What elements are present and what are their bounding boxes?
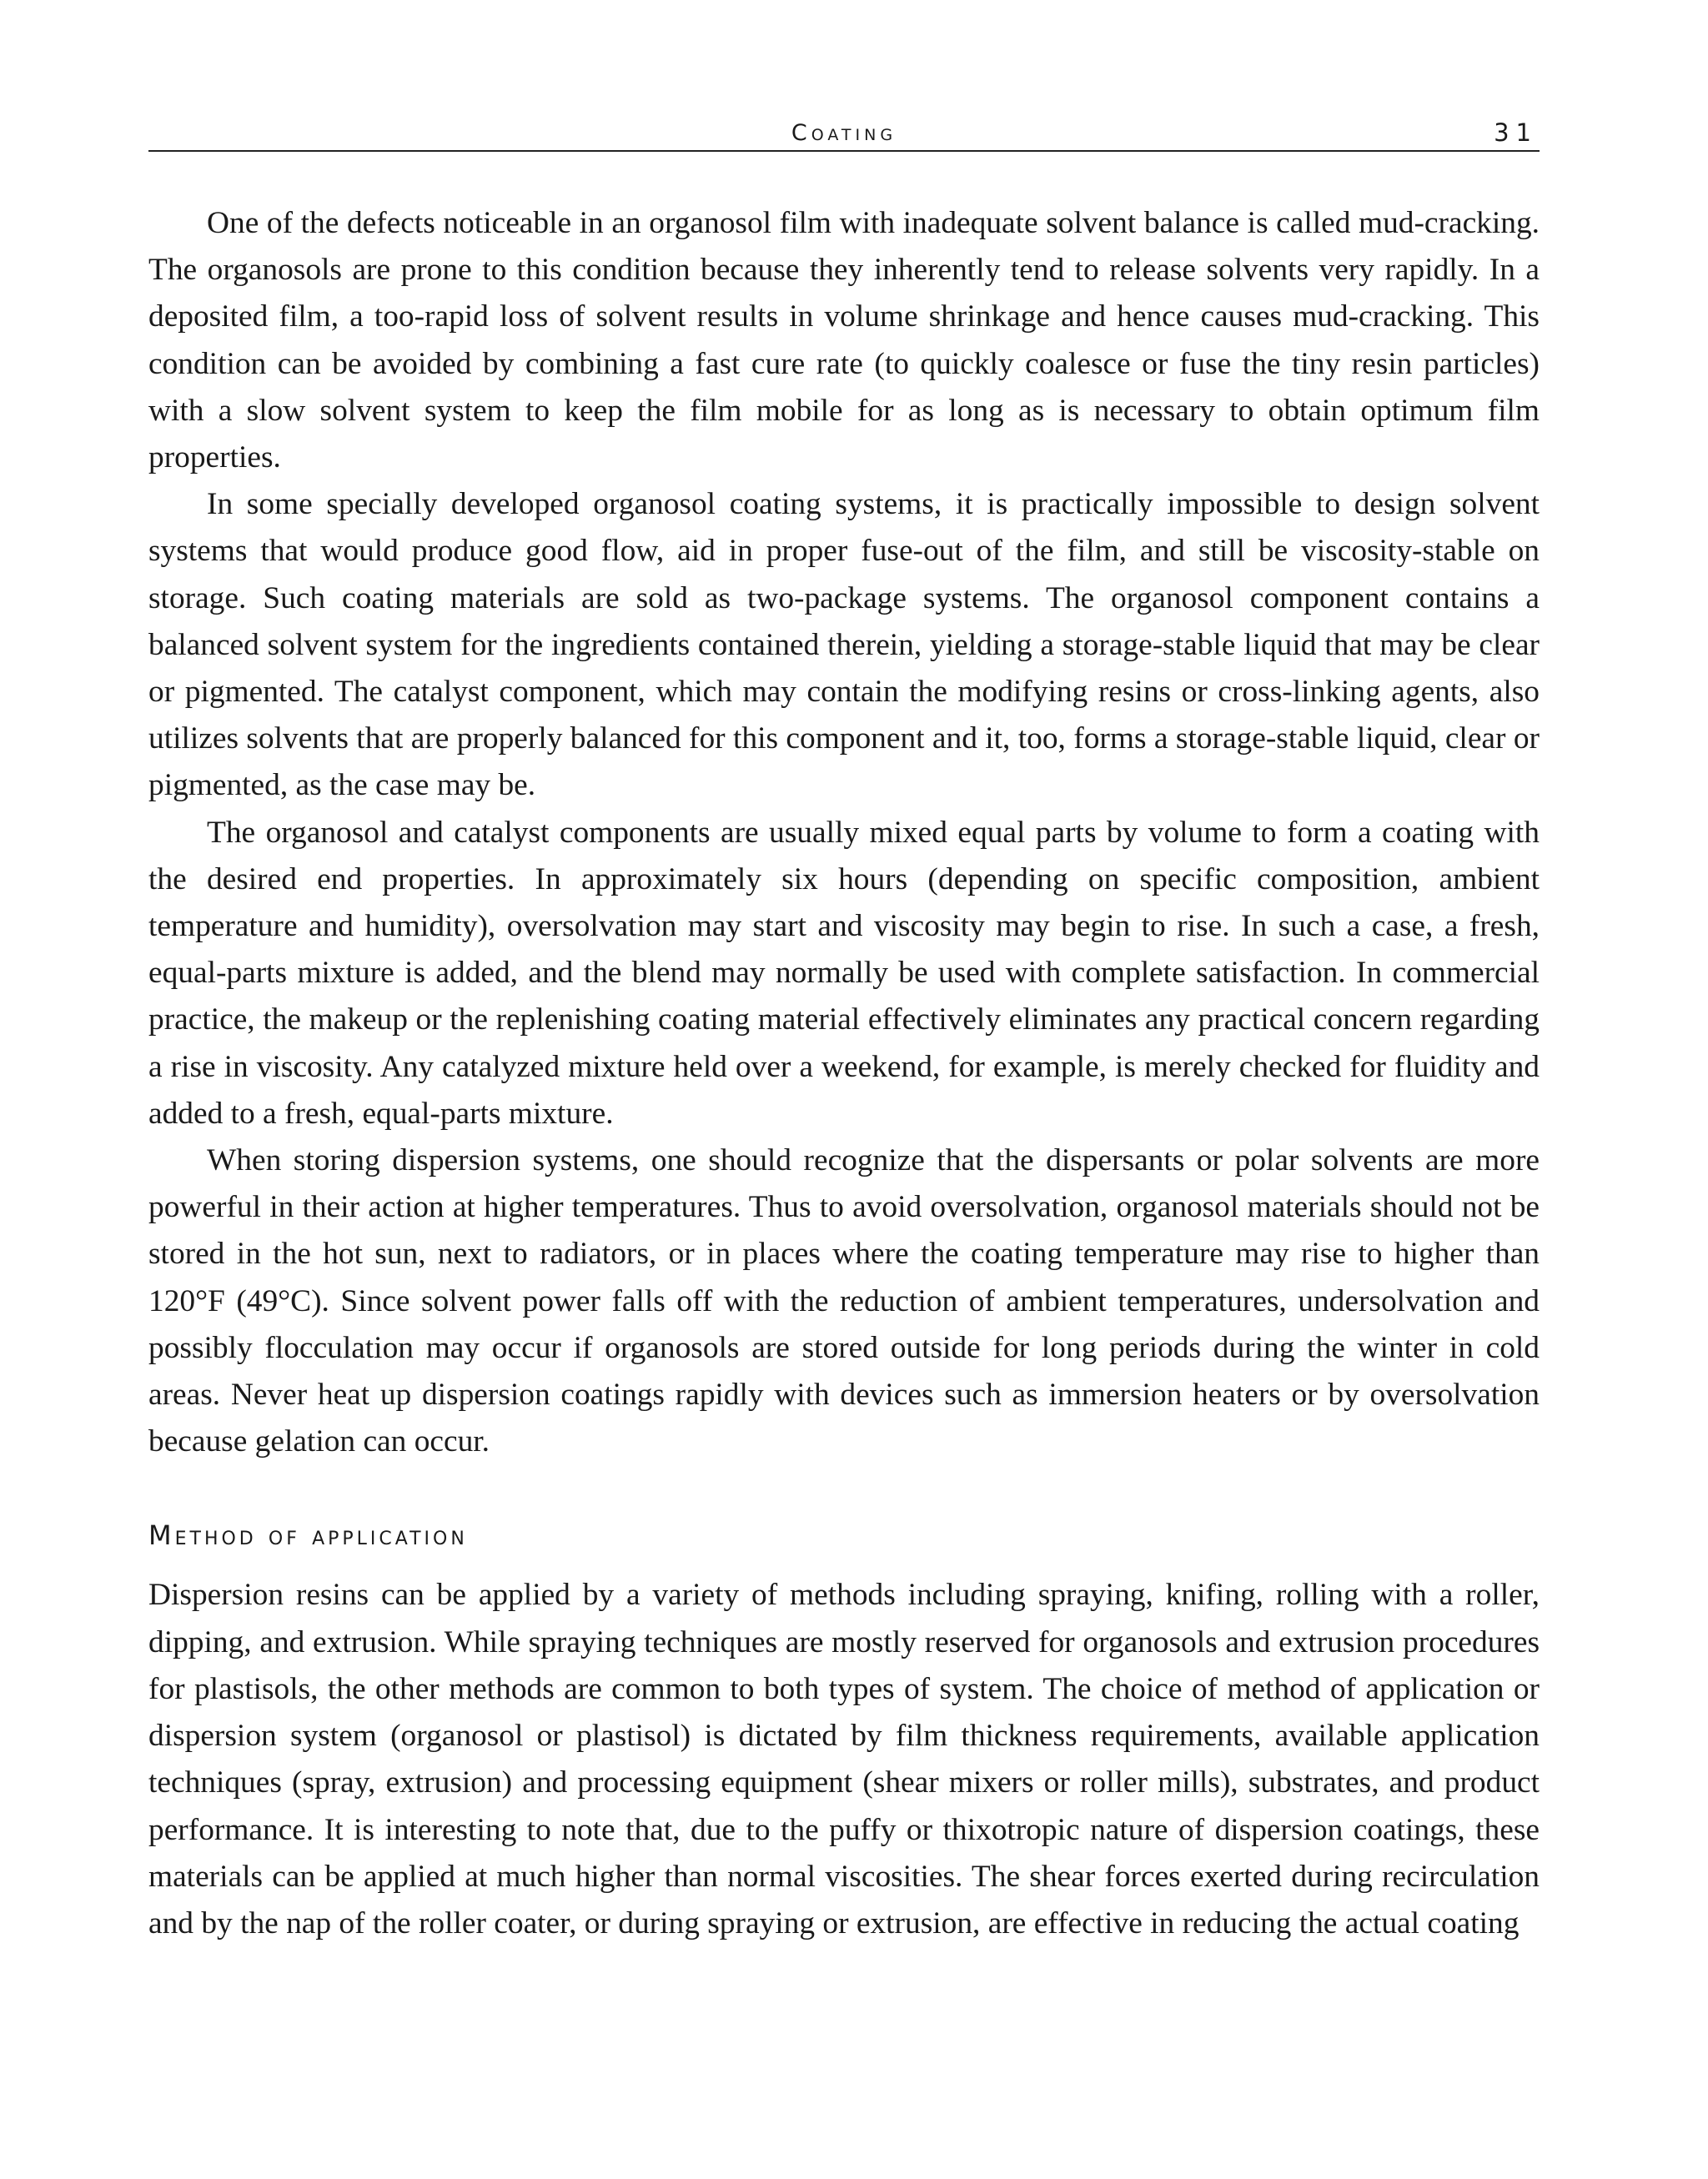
page-number: 31 [1494,118,1538,147]
paragraph: The organosol and catalyst components are usually mixed equal parts by volume to form a coating with the desired end properties. In approximately six hours (depending on specific composition, ambient temperature and humidity), oversolvation may start and viscosity may begin to rise. In such a case, a fresh, equal-parts mixture is added, and the blend may normally be used with complete satisfaction. In commercial practice, the makeup or the replenishing coating material effectively eliminates any practical concern regarding a rise in viscosity. Any catalyzed mixture held over a weekend, for example, is merely checked for fluidity and added to a fresh, equal-parts mixture. [148,815,1540,1131]
section-body [148,1572,1540,1947]
running-title: Coating [791,120,897,146]
book-page [148,117,1540,1947]
paragraph: When storing dispersion systems, one should recognize that the dispersants or polar solvents are more powerful in their action at higher temperatures. Thus to avoid oversolvation, organosol materials should not be stored in the hot sun, next to radiators, or in places where the coating temperature may rise to higher than 120°F (49°C). Since solvent power falls off with the reduction of ambient temperatures, undersolvation and possibly flocculation may occur if organosols are stored outside for long periods during the winter in cold areas. Never heat up dispersion coatings rapidly with devices such as immersion heaters or by oversolvation because gelation can occur. [148,1143,1540,1459]
paragraph: Dispersion resins can be applied by a variety of methods including spraying, knifing, rolling with a roller, dipping, and extrusion. While spraying techniques are mostly reserved for organosols and extrusion procedures for plastisols, the other methods are common to both types of system. The choice of method of application or dispersion system (organosol or plastisol) is dictated by film thickness requirements, available application techniques (spray, extrusion) and processing equipment (shear mixers or roller mills), substrates, and product performance. It is interesting to note that, due to the puffy or thixotropic nature of dispersion coatings, these materials can be applied at much higher than normal viscosities. The shear forces exerted during recirculation and by the nap of the roller coater, or during spraying or extrusion, are effective in reducing the actual coating [148,1578,1540,1941]
section-heading: Method of application [148,1519,468,1552]
paragraph: One of the defects noticeable in an organosol film with inadequate solvent balance is called mud-cracking. The organosols are prone to this condition because they inherently tend to release solvents very rapidly. In a deposited film, a too-rapid loss of solvent results in volume shrinkage and hence causes mud-cracking. This condition can be avoided by combining a fast cure rate (to quickly coalesce or fuse the tiny resin particles) with a slow solvent system to keep the film mobile for as long as is necessary to obtain optimum film properties. [148,206,1540,475]
running-header [148,117,1540,152]
paragraph: In some specially developed organosol coating systems, it is practically impossible to design solvent systems that would produce good flow, aid in proper fuse-out of the film, and still be viscosity-stable on storage. Such coating materials are sold as two-package systems. The organosol component contains a balanced solvent system for the ingredients contained therein, yielding a storage-stable liquid that may be clear or pigmented. The catalyst component, which may contain the modifying resins or cross-linking agents, also utilizes solvents that are properly balanced for this component and it, too, forms a storage-stable liquid, clear or pigmented, as the case may be. [148,487,1540,803]
body-text [148,200,1540,1465]
